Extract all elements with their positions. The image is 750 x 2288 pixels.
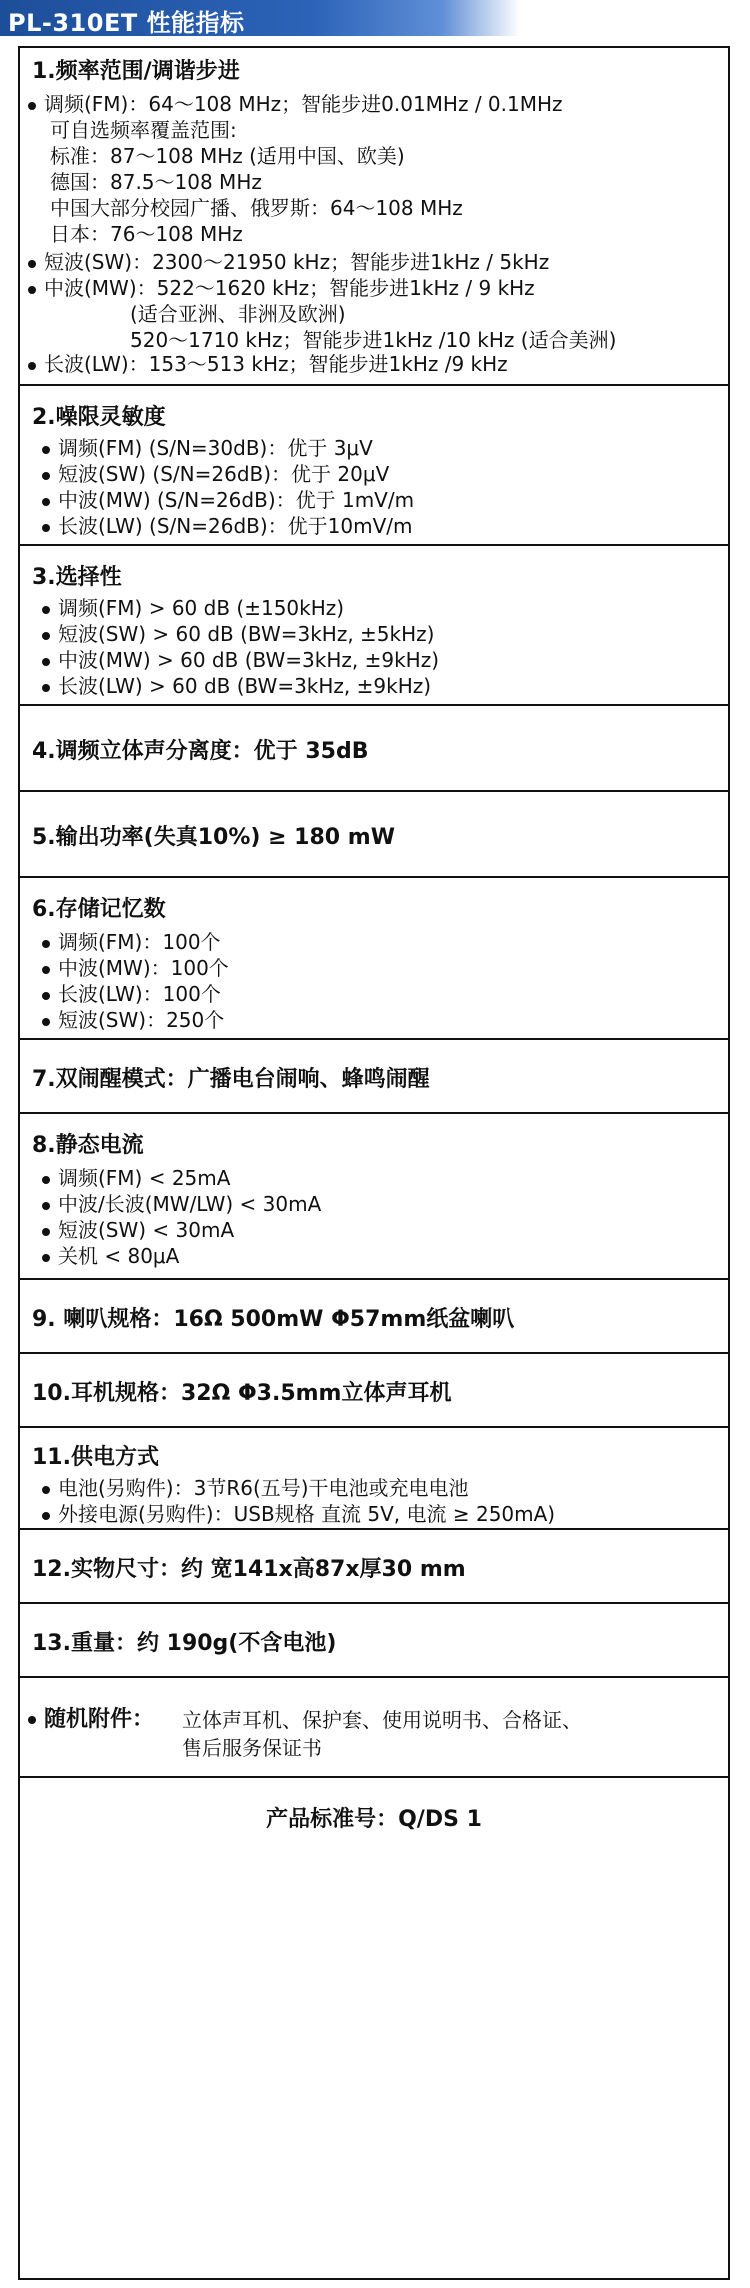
header-bar [0,0,520,36]
section-title: 5.输出功率(失真10%) ≥ 180 mW [32,825,395,850]
section-static-current [20,1112,728,1278]
section-title: 9. 喇叭规格：16Ω 500mW Φ57mm纸盆喇叭 [32,1307,515,1332]
spec-line: 中波(MW) (S/N=26dB)：优于 1mV/m [42,484,414,513]
section-frequency-range [20,48,728,384]
section-memory [20,876,728,1038]
page-title: PL-310ET 性能指标 [8,9,245,37]
spec-line: 短波(SW)：2300～21950 kHz；智能步进1kHz / 5kHz [28,246,549,275]
bullet-icon [42,1254,50,1262]
section-title: 13.重量：约 190g(不含电池) [32,1631,337,1656]
spec-line: 随机附件： [28,1702,154,1733]
section-title: 6.存储记忆数 [32,897,166,922]
spec-line: 长波(LW) (S/N=26dB)：优于10mV/m [42,510,413,539]
bullet-icon [42,1486,50,1494]
bullet-icon [42,472,50,480]
section-title: 7.双闹醒模式：广播电台闹响、蜂鸣闹醒 [32,1067,430,1092]
spec-line: 长波(LW) > 60 dB (BW=3kHz, ±9kHz) [42,670,431,699]
bullet-icon [28,286,36,294]
spec-line: 短波(SW) (S/N=26dB)：优于 20μV [42,458,389,487]
spec-table [18,46,730,2280]
bullet-icon [28,102,36,110]
bullet-icon [42,446,50,454]
spec-line: 中波/长波(MW/LW) < 30mA [42,1188,321,1217]
spec-line: 电池(另购件)：3节R6(五号)干电池或充电电池 [42,1472,469,1501]
spec-line: (适合亚洲、非洲及欧洲) [130,302,346,326]
section-product-standard [20,1776,728,2274]
bullet-icon [42,1018,50,1026]
bullet-icon [42,1202,50,1210]
bullet-icon [28,362,36,370]
spec-line: 中波(MW)：100个 [42,952,229,981]
section-title: 3.选择性 [32,565,122,590]
spec-line: 立体声耳机、保护套、使用说明书、合格证、 [182,1708,582,1732]
section-power-supply [20,1426,728,1528]
spec-line: 标准：87～108 MHz (适用中国、欧美) [50,144,405,168]
spec-line: 短波(SW) > 60 dB (BW=3kHz, ±5kHz) [42,618,434,647]
bullet-icon [42,606,50,614]
spec-line: 调频(FM)：64～108 MHz；智能步进0.01MHz / 0.1MHz [28,88,563,117]
spec-line: 可自选频率覆盖范围: [50,118,237,142]
section-output-power [20,790,728,876]
spec-line: 短波(SW)：250个 [42,1004,224,1033]
spec-line: 德国：87.5～108 MHz [50,170,262,194]
bullet-icon [42,498,50,506]
bullet-icon [42,632,50,640]
section-earphone [20,1352,728,1426]
spec-line: 短波(SW) < 30mA [42,1214,234,1243]
spec-line: 调频(FM) > 60 dB (±150kHz) [42,592,344,621]
section-title: 11.供电方式 [32,1445,159,1470]
section-title: 4.调频立体声分离度：优于 35dB [32,739,369,764]
section-accessories [20,1676,728,1776]
section-selectivity [20,544,728,704]
section-title: 12.实物尺寸：约 宽141x高87x厚30 mm [32,1557,466,1582]
bullet-icon [42,684,50,692]
section-stereo-separation [20,704,728,790]
section-speaker [20,1278,728,1352]
bullet-icon [42,966,50,974]
spec-line: 关机 < 80μA [42,1240,179,1269]
spec-line: 调频(FM)：100个 [42,926,221,955]
section-weight [20,1602,728,1676]
bullet-icon [42,940,50,948]
bullet-icon [42,524,50,532]
spec-line: 长波(LW)：100个 [42,978,221,1007]
spec-line: 售后服务保证书 [182,1736,322,1760]
spec-line: 中波(MW) > 60 dB (BW=3kHz, ±9kHz) [42,644,439,673]
spec-line: 520～1710 kHz；智能步进1kHz /10 kHz (适合美洲) [130,328,617,352]
section-dimensions [20,1528,728,1602]
section-title: 2.噪限灵敏度 [32,405,166,430]
bullet-icon [28,260,36,268]
spec-line: 外接电源(另购件)：USB规格 直流 5V, 电流 ≥ 250mA) [42,1498,555,1527]
section-title: 10.耳机规格：32Ω Φ3.5mm立体声耳机 [32,1381,452,1406]
section-title: 1.频率范围/调谐步进 [32,59,240,84]
bullet-icon [42,1228,50,1236]
section-title: 8.静态电流 [32,1133,144,1158]
section-title: 产品标准号：Q/DS 1 [266,1807,482,1832]
spec-line: 调频(FM) (S/N=30dB)：优于 3μV [42,432,373,461]
spec-line: 中波(MW)：522～1620 kHz；智能步进1kHz / 9 kHz [28,272,535,301]
spec-line: 中国大部分校园广播、俄罗斯：64～108 MHz [50,196,463,220]
bullet-icon [42,658,50,666]
section-alarm-mode [20,1038,728,1112]
bullet-icon [28,1716,36,1724]
spec-line: 调频(FM) < 25mA [42,1162,230,1191]
spec-line: 长波(LW)：153～513 kHz；智能步进1kHz /9 kHz [28,348,508,377]
bullet-icon [42,1512,50,1520]
spec-line: 日本：76～108 MHz [50,222,243,246]
bullet-icon [42,1176,50,1184]
bullet-icon [42,992,50,1000]
section-sensitivity [20,384,728,544]
